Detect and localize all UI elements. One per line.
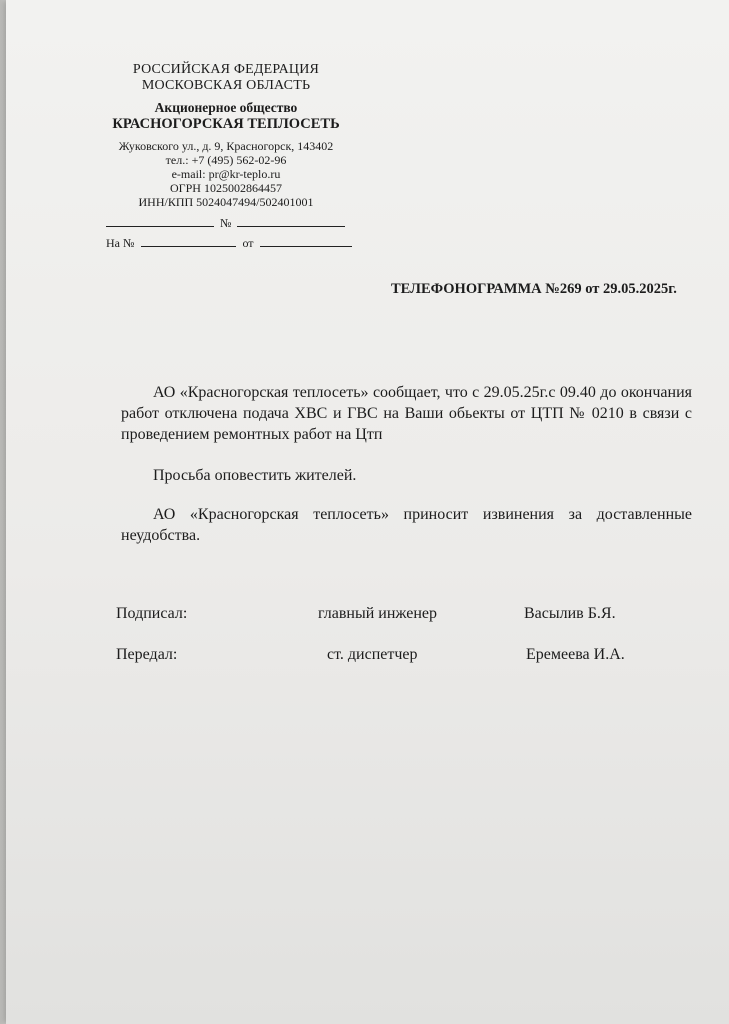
signed-position: главный инженер <box>318 605 437 622</box>
document-title: ТЕЛЕФОНОГРАММА №269 от 29.05.2025г. <box>391 281 677 297</box>
org-address: Жуковского ул., д. 9, Красногорск, 143402 <box>118 139 334 153</box>
sent-name: Еремеева И.А. <box>526 646 625 663</box>
org-type: Акционерное общество <box>154 100 298 115</box>
federation-line: РОССИЙСКАЯ ФЕДЕРАЦИЯ <box>132 62 320 77</box>
sent-label: Передал: <box>116 646 178 663</box>
body-paragraph-2: Просьба оповестить жителей. <box>153 467 357 484</box>
signed-label: Подписал: <box>116 605 188 622</box>
reply-number-line <box>141 236 236 247</box>
org-inn-kpp: ИНН/КПП 5024047494/502401001 <box>138 195 314 209</box>
org-name: КРАСНОГОРСКАЯ ТЕПЛОСЕТЬ <box>112 116 340 132</box>
outgoing-number-row <box>106 216 345 230</box>
body-paragraph-3: АО «Красногорская теплосеть» приносит извинения за доставленные неудобства. <box>121 506 692 544</box>
org-phone: тел.: +7 (495) 562-02-96 <box>165 153 287 167</box>
reply-to-label: На № <box>106 236 135 250</box>
sent-position: ст. диспетчер <box>327 646 418 663</box>
number-sign: № <box>220 216 232 230</box>
paper-sheet <box>6 0 729 1024</box>
region-line: МОСКОВСКАЯ ОБЛАСТЬ <box>141 78 311 93</box>
reply-to-row <box>106 236 352 250</box>
org-email: e-mail: pr@kr-teplo.ru <box>171 167 281 181</box>
number-blank-line <box>237 216 345 227</box>
org-ogrn: ОГРН 1025002864457 <box>170 181 282 195</box>
reply-date-line <box>260 236 352 247</box>
date-blank-line <box>106 216 214 227</box>
body-paragraph-1: АО «Красногорская теплосеть» сообщает, что с 29.05.25г.с 09.40 до окончания работ отключена подача ХВС и ГВС на Ваши обьекты от ЦТП № 0210 в связи с проведением ремонтных работ на Цтп <box>121 384 692 443</box>
signed-name: Васылив Б.Я. <box>524 605 616 622</box>
from-label: от <box>242 236 254 250</box>
